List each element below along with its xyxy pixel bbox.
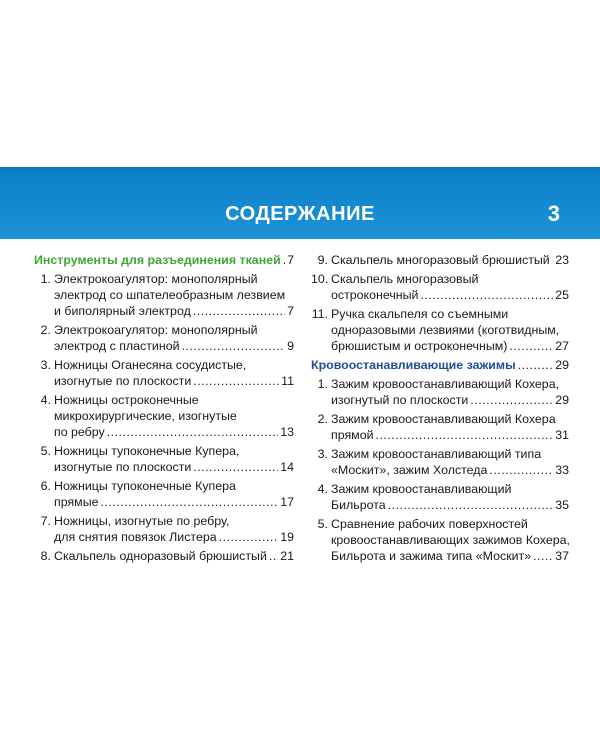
entry-text-line: Зажим кровоостанавливающий типа [331, 447, 542, 461]
dot-leader [518, 357, 554, 373]
dot-leader [376, 427, 554, 443]
entry-text-line: Ножницы остроконечные [54, 393, 199, 407]
entry-last-line [54, 459, 294, 475]
entry-body [331, 411, 569, 443]
entry-text-line: Зажим кровоостанавливающий [331, 482, 512, 496]
page-title: СОДЕРЖАНИЕ [225, 203, 375, 225]
toc-list [311, 376, 569, 564]
entry-text-line: Электрокоагулятор: монополярный [54, 272, 258, 286]
entry-number: 1. [317, 377, 328, 391]
entry-last-line [54, 338, 294, 354]
toc-entry[interactable] [311, 271, 569, 303]
page-number: 3 [547, 201, 560, 226]
entry-body [331, 516, 569, 564]
entry-last-line [331, 338, 569, 354]
entry-last-line [54, 548, 294, 564]
entry-body [54, 513, 294, 545]
toc-entry[interactable] [311, 481, 569, 513]
entry-number: 5. [40, 444, 51, 458]
entry-body [331, 446, 569, 478]
header-banner [0, 167, 600, 239]
entry-text-line: Бильрота [331, 498, 386, 512]
entry-body [331, 376, 569, 408]
entry-body [331, 252, 569, 268]
entry-body [331, 271, 569, 303]
entry-number: 9. [317, 253, 328, 267]
entry-text-line: изогнутые по плоскости [54, 460, 192, 474]
entry-body [54, 478, 294, 510]
entry-number: 4. [317, 482, 328, 496]
entry-text-line: Бильрота и зажима типа «Москит» [331, 549, 532, 563]
entry-text-line: Скальпель одноразовый брюшистый [54, 549, 267, 563]
entry-text-line: Ножницы, изогнутые по ребру, [54, 514, 230, 528]
entry-number: 7. [40, 514, 51, 528]
dot-leader [283, 252, 285, 268]
entry-last-line [331, 497, 569, 513]
dot-leader [193, 373, 279, 389]
toc-section-heading[interactable] [34, 252, 294, 268]
entry-text-line: электрод со шпателеобразным лезвием [54, 288, 286, 302]
dot-leader [470, 392, 553, 408]
entry-text-line: электрод с пластиной [54, 339, 180, 353]
entry-page: 29 [555, 393, 569, 407]
toc-entry[interactable] [34, 322, 294, 354]
entry-text-line: остроконечный [331, 288, 419, 302]
toc-entry[interactable] [34, 443, 294, 475]
entry-page: 13 [280, 425, 294, 439]
entry-text-line: Сравнение рабочих поверхностей [331, 517, 528, 531]
dot-leader [219, 529, 279, 545]
toc-entry[interactable] [34, 392, 294, 440]
entry-last-line [54, 494, 294, 510]
entry-text-line: изогнутый по плоскости [331, 393, 469, 407]
entry-text-line: Электрокоагулятор: монополярный [54, 323, 258, 337]
entry-text-line: Скальпель многоразовый [331, 272, 479, 286]
entry-number: 3. [317, 447, 328, 461]
dot-leader [193, 303, 285, 319]
entry-text-line: одноразовыми лезвиями (коготвидным, [331, 323, 560, 337]
entry-page: 33 [555, 463, 569, 477]
entry-page: 25 [555, 288, 569, 302]
entry-last-line [54, 373, 294, 389]
entry-page: 9 [287, 339, 294, 353]
entry-last-line [54, 424, 294, 440]
section-title: Инструменты для разъединения тканей [34, 253, 281, 267]
entry-page: 7 [287, 304, 294, 318]
toc-right-column [311, 252, 569, 564]
toc-entry[interactable] [34, 513, 294, 545]
dot-leader [182, 338, 286, 354]
toc-entry[interactable] [311, 252, 569, 268]
entry-text-line: «Москит», зажим Холстеда [331, 463, 488, 477]
toc-entry[interactable] [34, 357, 294, 389]
entry-number: 5. [317, 517, 328, 531]
entry-body [54, 443, 294, 475]
dot-leader [420, 287, 553, 303]
toc-entry[interactable] [34, 271, 294, 319]
toc-section-heading[interactable] [311, 357, 569, 373]
entry-last-line [331, 427, 569, 443]
entry-last-line [54, 529, 294, 545]
entry-text-line: прямые [54, 495, 99, 509]
entry-page: 11 [281, 374, 294, 388]
entry-number: 1. [40, 272, 51, 286]
entry-text-line: для снятия повязок Листера [54, 530, 217, 544]
entry-page: 19 [280, 530, 294, 544]
entry-text-line: Зажим кровоостанавливающий Кохера [331, 412, 556, 426]
entry-text-line: брюшистым и остроконечным) [331, 339, 508, 353]
dot-leader [388, 497, 554, 513]
toc-entry[interactable] [311, 446, 569, 478]
entry-text-line: Ручка скальпеля со съемными [331, 307, 509, 321]
dot-leader [509, 338, 553, 354]
entry-page: 17 [280, 495, 294, 509]
entry-page: 23 [555, 253, 569, 267]
entry-number: 2. [317, 412, 328, 426]
entry-text-line: микрохирургические, изогнутые [54, 409, 237, 423]
entry-text-line: Ножницы тупоконечные Купера, [54, 444, 240, 458]
entry-body [54, 392, 294, 440]
entry-last-line [331, 252, 569, 268]
entry-text-line: изогнутые по плоскости [54, 374, 192, 388]
entry-last-line [331, 287, 569, 303]
entry-number: 8. [40, 549, 51, 563]
entry-text-line: кровоостанавливающих зажимов Кохера, [331, 533, 570, 547]
entry-text-line: и биполярный электрод [54, 304, 191, 318]
entry-body [54, 322, 294, 354]
entry-body [331, 481, 569, 513]
dot-leader [552, 252, 554, 268]
entry-text-line: Ножницы Оганесяна сосудистые, [54, 358, 247, 372]
section-page: 29 [555, 358, 569, 372]
toc-entry[interactable] [311, 411, 569, 443]
toc-list [311, 252, 569, 354]
entry-page: 21 [280, 549, 294, 563]
toc-list [34, 271, 294, 564]
entry-text-line: Скальпель многоразовый брюшистый [331, 253, 550, 267]
dot-leader [101, 494, 279, 510]
dot-leader [533, 548, 553, 564]
entry-text-line: Ножницы тупоконечные Купера [54, 479, 236, 493]
entry-number: 11. [311, 307, 328, 321]
entry-text-line: прямой [331, 428, 374, 442]
entry-number: 10. [311, 272, 329, 286]
entry-page: 37 [555, 549, 569, 563]
entry-page: 31 [555, 428, 569, 442]
section-title: Кровоостанавливающие зажимы [311, 358, 516, 372]
entry-last-line [331, 462, 569, 478]
entry-body [54, 548, 294, 564]
entry-last-line [331, 392, 569, 408]
toc-entry[interactable] [34, 478, 294, 510]
entry-body [54, 271, 294, 319]
entry-body [331, 306, 569, 354]
entry-number: 2. [40, 323, 51, 337]
entry-page: 35 [555, 498, 569, 512]
entry-number: 3. [40, 358, 51, 372]
toc-entry[interactable] [311, 376, 569, 408]
toc-entry[interactable] [34, 548, 294, 564]
dot-leader [489, 462, 553, 478]
entry-text-line: Зажим кровоостанавливающий Кохера, [331, 377, 560, 391]
dot-leader [269, 548, 278, 564]
dot-leader [107, 424, 278, 440]
entry-page: 27 [555, 339, 569, 353]
entry-body [54, 357, 294, 389]
toc-entry[interactable] [311, 516, 569, 564]
banner-top-stripe [0, 167, 600, 171]
toc-left-column [34, 252, 294, 564]
entry-last-line [54, 303, 294, 319]
dot-leader [193, 459, 278, 475]
entry-last-line [331, 548, 569, 564]
entry-page: 14 [280, 460, 294, 474]
entry-number: 4. [40, 393, 51, 407]
section-page: 7 [287, 253, 294, 267]
toc-entry[interactable] [311, 306, 569, 354]
entry-number: 6. [40, 479, 51, 493]
entry-text-line: по ребру [54, 425, 105, 439]
